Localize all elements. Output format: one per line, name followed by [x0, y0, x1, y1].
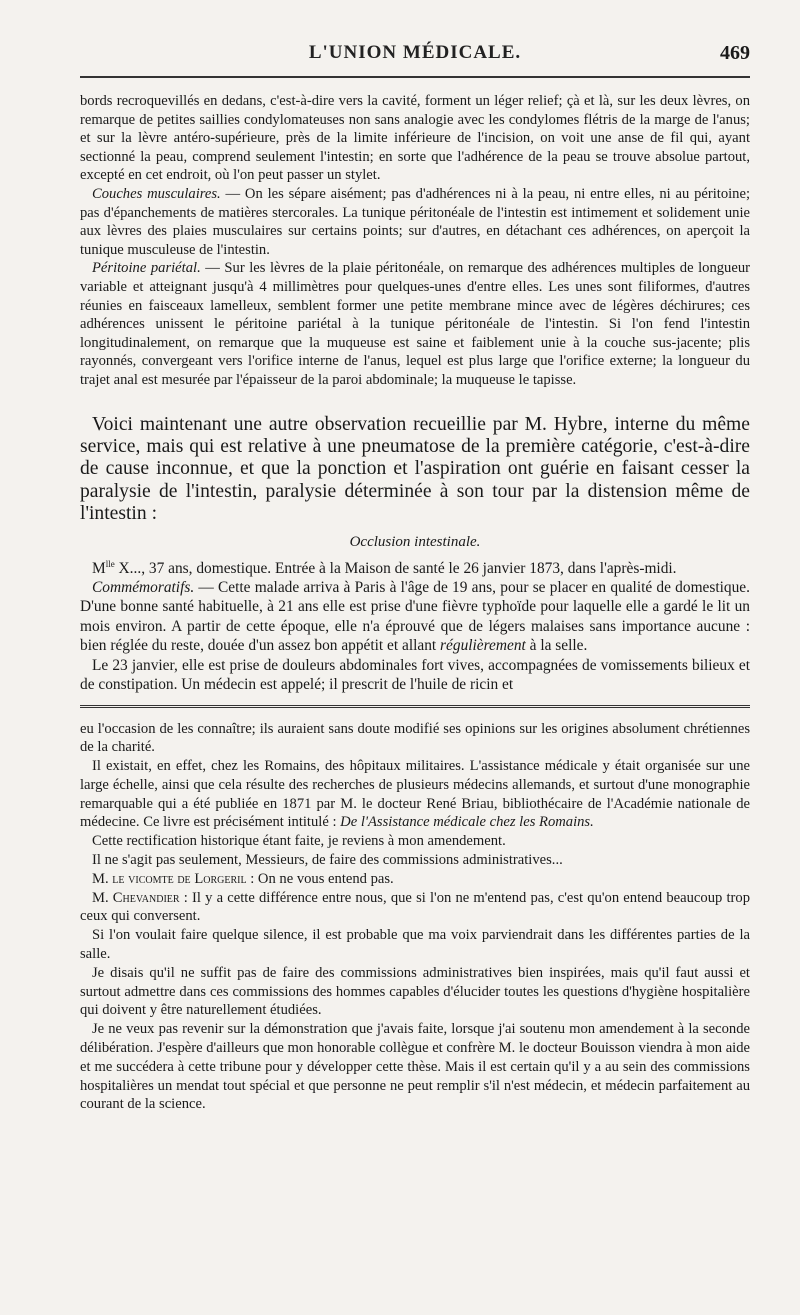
paragraph-text: eu l'occasion de les connaître; ils auraient sans doute modifié ses opinions sur les origines absolument chrétiennes de la charité. — [80, 720, 750, 756]
journal-title: L'UNION MÉDICALE. — [308, 42, 522, 63]
italic-word: régulièrement — [440, 637, 526, 655]
paragraph-text: Cette rectification historique étant faite, je reviens à mon amendement. — [92, 833, 506, 850]
patient-prefix: M — [92, 559, 106, 577]
observation-body — [80, 555, 750, 695]
paragraph-text: Je ne veux pas revenir sur la démonstration que j'avais faite, lorsque j'ai soutenu mon amendement à la seconde délibération. J'espère d'ailleurs que mon honorable collègue et confrère M. le docteur Bouisson viendra à mon aide et me succédera à cette tribune pour y développer cette thèse. Mais il est certain qu'il y a au sein des commissions hospitalières un mendat tout spécial et que personne ne peut remplir s'il n'est médecin, et médecin parfaitement au courant de la science. — [80, 1021, 750, 1113]
paragraph — [80, 578, 750, 656]
lead-text: Voici maintenant une autre observation recueillie par M. Hybre, interne du même service, mais qui est relative à une pneumatose de la première catégorie, c'est-à-dire de cause inconnue, et que la ponction et l'aspiration ont guérie en faisant cesser la paralysie de l'intestin, paralysie déterminée à son tour par la distension même de l'intestin : — [80, 413, 750, 525]
section-label: Commémoratifs. — [92, 579, 195, 597]
paragraph — [80, 1020, 750, 1114]
paragraph — [80, 870, 750, 889]
section-label: Péritoine pariétal. — [92, 260, 201, 277]
paragraph — [80, 185, 750, 259]
page-header — [80, 42, 750, 76]
feuilleton-section — [80, 720, 750, 1115]
paragraph — [80, 259, 750, 389]
paragraph-text: Si l'on voulait faire quelque silence, il est probable que ma voix parviendrait dans les différentes parties de la salle. — [80, 927, 750, 963]
patient-text: X..., 37 ans, domestique. Entrée à la Maison de santé le 26 janvier 1873, dans l'après-midi. — [114, 559, 677, 577]
paragraph-text: Il ne s'agit pas seulement, Messieurs, de faire des commissions administratives... — [92, 852, 563, 869]
paragraph — [80, 656, 750, 695]
paragraph-text: — On les sépare aisément; pas d'adhérences ni à la peau, ni entre elles, ni au péritoine; pas d'épanchements de matières stercorales. La tunique péritonéale de l'intestin est intimement et solidement unie aux lèvres des plaies musculaires sur certains points; sur d'autres, en détachant ces adhérences, on aperçoit la tunique musculeuse de l'intestin. — [80, 185, 751, 258]
paragraph — [80, 832, 750, 851]
paragraph-text: — Cette malade arriva à Paris à l'âge de 19 ans, pour se placer en qualité de domestique. D'une bonne santé habituelle, à 21 ans elle est prise d'une fièvre typhoïde pour laquelle elle a gardé le lit un mois environ. A partir de cette époque, elle n'a éprouvé que de légers malaises sans importance aucune : bien réglée du reste, douée d'un assez bon appétit et allant — [80, 579, 750, 655]
page-number: 469 — [720, 42, 750, 64]
paragraph — [80, 92, 750, 185]
paragraph — [80, 964, 750, 1020]
header-rule — [80, 76, 750, 78]
observation-intro — [80, 414, 750, 526]
paragraph — [80, 926, 750, 964]
paragraph-text: : On ne vous entend pas. — [246, 870, 394, 887]
paragraph-text: bords recroquevillés en dedans, c'est-à-dire vers la cavité, forment un léger relief; çà et là, sur les deux lèvres, on remarque de petites saillies condylomateuses non sans analogie avec les condylomes flétris de la marge de l'anus; et sur la lèvre antéro-supérieure, près de la limite inférieure de l'incision, on voit une anse de fil qui, ayant sectionné la peau, comprend seulement l'intestin; en sorte que l'adhérence de la peau se trouve absolue partout, excepté en cet endroit, où l'on peut passer un stylet. — [80, 93, 750, 184]
speaker-name: M. Chevandier — [92, 889, 180, 906]
book-title: De l'Assistance médicale chez les Romains. — [340, 814, 594, 831]
paragraph — [80, 851, 750, 870]
feuilleton-divider — [80, 705, 750, 708]
paragraph-text: : Il y a cette différence entre nous, que si l'on ne m'entend pas, c'est qu'on entend beaucoup trop ceux qui conversent. — [80, 889, 750, 925]
paragraph — [80, 555, 750, 579]
autopsy-section — [80, 92, 750, 390]
lead-paragraph — [80, 414, 750, 526]
paragraph-text: à la selle. — [525, 637, 588, 655]
paragraph-text: — Sur les lèvres de la plaie péritonéale, on remarque des adhérences multiples de longueur variable et atteignant jusqu'à 4 millimètres pour quelques-unes d'entre elles. Les unes sont filiformes, d'autres réunies en faisceaux lamelleux, semblent former une petite membrane mince avec de légères déchirures; ces adhérences unissent le péritoine pariétal à la tunique péritonéale de l'intestin. Si l'on fend l'intestin longitudinalement, on remarque que la muqueuse est saine et faiblement unie à la couche sus-jacente; plis rayonnés, convergeant vers l'orifice interne de l'anus, lequel est plus large que l'orifice externe; la longueur du trajet anal est mesurée par l'épaisseur de la paroi abdominale; la muqueuse le tapisse. — [80, 260, 750, 388]
paragraph — [80, 757, 750, 832]
patient-sup: lle — [105, 558, 115, 569]
paragraph — [80, 889, 750, 927]
observation-title: Occlusion intestinale. — [349, 533, 481, 550]
speaker-name: M. le vicomte de Lorgeril — [92, 870, 247, 887]
paragraph-text: Il existait, en effet, chez les Romains, des hôpitaux militaires. L'assistance médicale y était organisée sur une large échelle, ainsi que cela résulte des recherches de plusieurs médecins allemands, et surtout d'une monographie remarquable qui a été publiée en 1871 par M. le docteur René Briau, bibliothécaire de l'Académie nationale de médecine. Ce livre est précisément intitulé : — [80, 758, 750, 831]
paragraph-text: Je disais qu'il ne suffit pas de faire des commissions administratives bien inspirées, mais qu'il faut aussi et surtout admettre dans ces commissions des hommes capables d'élucider toutes les questions d'hygiène hospitalière qui doivent y être naturellement étudiées. — [80, 964, 750, 1019]
paragraph — [80, 720, 750, 758]
section-label: Couches musculaires. — [92, 185, 221, 202]
paragraph-text: Le 23 janvier, elle est prise de douleurs abdominales fort vives, accompagnées de vomissements bilieux et de constipation. Un médecin est appelé; il prescrit de l'huile de ricin et — [80, 656, 750, 694]
